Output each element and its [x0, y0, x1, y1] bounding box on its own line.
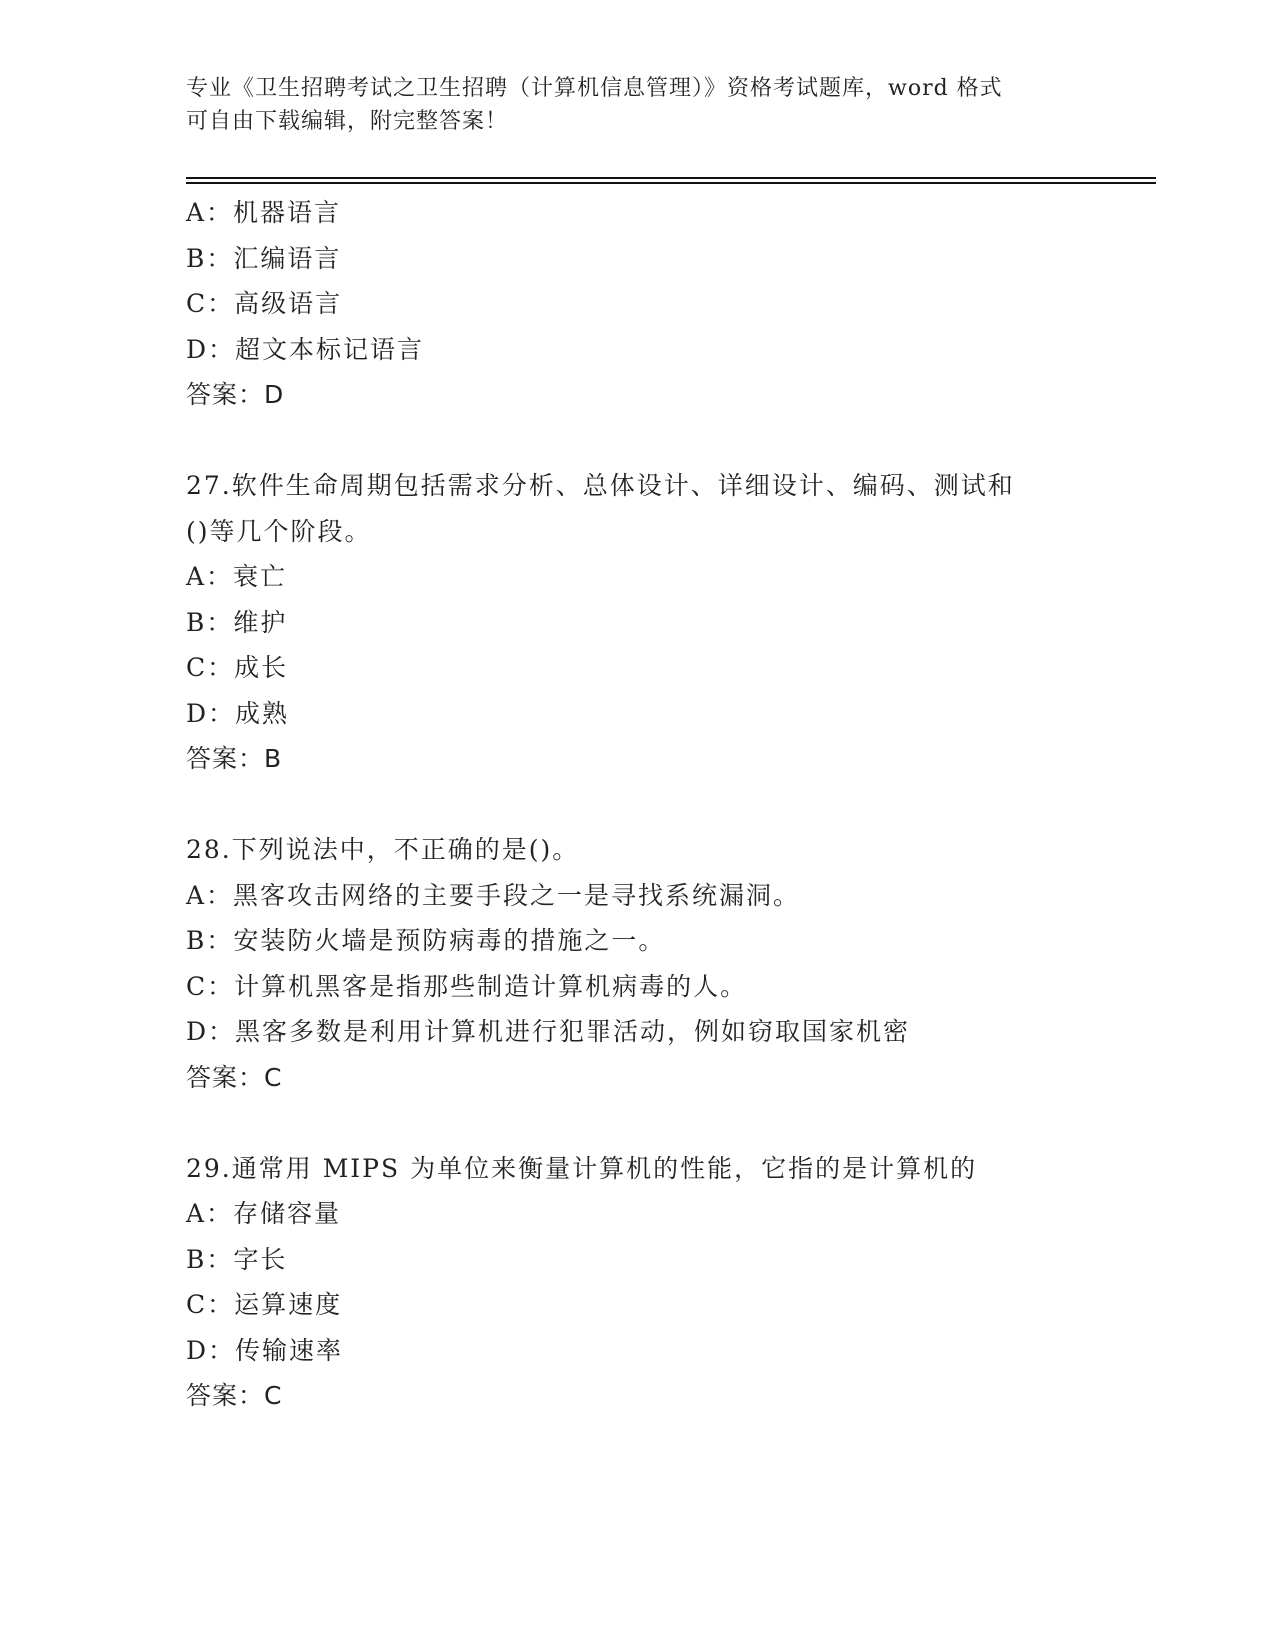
option-c: C：计算机黑客是指那些制造计算机病毒的人。	[186, 971, 748, 1001]
question-29	[186, 1146, 1186, 1419]
question-26-options	[186, 190, 1186, 418]
answer-28: 答案：C	[186, 1062, 283, 1092]
header-divider-top	[186, 177, 1156, 179]
answer-29: 答案：C	[186, 1381, 283, 1410]
question-28-stem: 28.下列说法中，不正确的是()。	[186, 835, 580, 864]
option-d: D：传输速率	[186, 1335, 344, 1365]
header-line-1: 专业《卫生招聘考试之卫生招聘（计算机信息管理）》资格考试题库，word 格式	[186, 76, 1003, 101]
option-c: C：成长	[186, 653, 289, 682]
option-a: A：机器语言	[186, 198, 342, 227]
option-d: D：黑客多数是利用计算机进行犯罪活动，例如窃取国家机密	[186, 1017, 911, 1046]
option-a: A：黑客攻击网络的主要手段之一是寻找系统漏洞。	[186, 880, 801, 910]
question-27-stem-line-1: 27.软件生命周期包括需求分析、总体设计、详细设计、编码、测试和	[186, 471, 1015, 500]
option-b: B：安装防火墙是预防病毒的措施之一。	[186, 926, 666, 955]
question-list	[186, 190, 1186, 1419]
option-b: B：汇编语言	[186, 243, 342, 273]
question-27	[186, 463, 1186, 782]
spacer	[186, 418, 1186, 464]
document-header	[186, 72, 1086, 138]
header-divider-bottom	[186, 182, 1156, 184]
question-29-stem: 29.通常用 MIPS 为单位来衡量计算机的性能，它指的是计算机的	[186, 1153, 978, 1183]
option-a: A：衰亡	[186, 562, 288, 591]
option-b: B：字长	[186, 1244, 288, 1274]
answer-26: 答案：D	[186, 380, 285, 409]
option-c: C：高级语言	[186, 289, 343, 318]
header-line-2: 可自由下载编辑，附完整答案！	[186, 109, 509, 134]
spacer	[186, 782, 1186, 828]
question-28	[186, 827, 1186, 1100]
spacer	[186, 1100, 1186, 1146]
option-a: A：存储容量	[186, 1199, 342, 1228]
option-c: C：运算速度	[186, 1290, 343, 1319]
answer-27: 答案：B	[186, 744, 283, 773]
option-b: B：维护	[186, 607, 288, 637]
option-d: D：超文本标记语言	[186, 334, 425, 364]
option-d: D：成熟	[186, 698, 290, 728]
question-27-stem-line-2: ()等几个阶段。	[186, 516, 372, 546]
